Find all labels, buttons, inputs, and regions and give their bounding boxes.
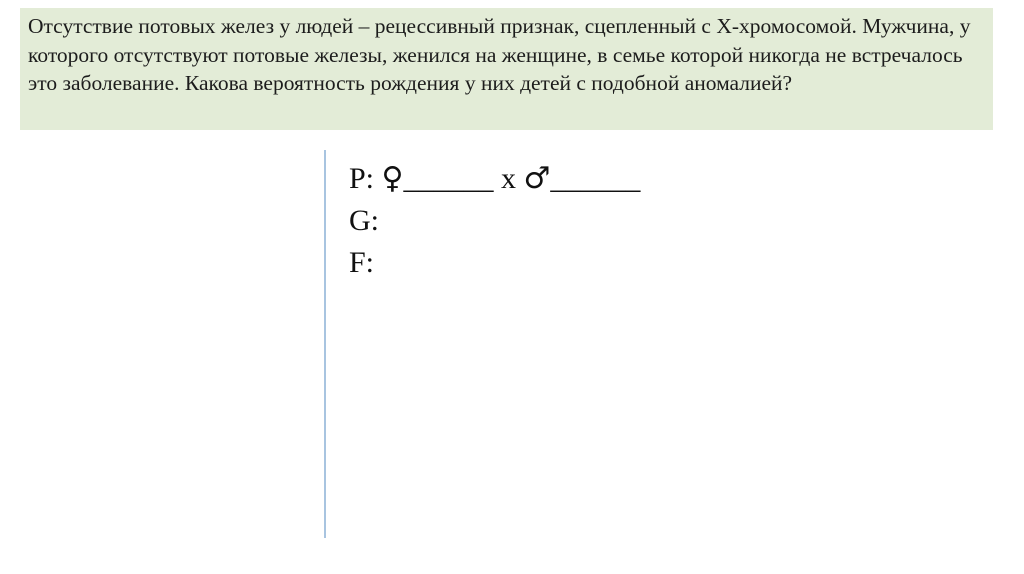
gametes-row bbox=[349, 200, 640, 242]
offspring-row bbox=[349, 242, 640, 284]
gametes-label: G: bbox=[349, 204, 379, 237]
cross-sign: x bbox=[501, 162, 517, 195]
female-icon: ♀ bbox=[381, 161, 404, 196]
male-genotype-blank: ______ bbox=[550, 162, 641, 195]
task-text: Отсутствие потовых желез у людей – рецессивный признак, сцепленный с Х-хромосомой. Мужчина, у которого отсутствуют потовые железы, женился на женщине, в семье которой никогда не встречалось это заболевание. Какова вероятность рождения у них детей с подобной аномалией? bbox=[28, 14, 971, 95]
offspring-label: F: bbox=[349, 246, 375, 279]
genetics-scheme bbox=[349, 158, 640, 284]
parents-label: P: bbox=[349, 162, 375, 195]
vertical-divider bbox=[324, 150, 326, 538]
task-box bbox=[20, 8, 993, 130]
parents-row bbox=[349, 158, 640, 200]
male-icon: ♂ bbox=[523, 161, 551, 196]
female-genotype-blank: ______ bbox=[403, 162, 494, 195]
